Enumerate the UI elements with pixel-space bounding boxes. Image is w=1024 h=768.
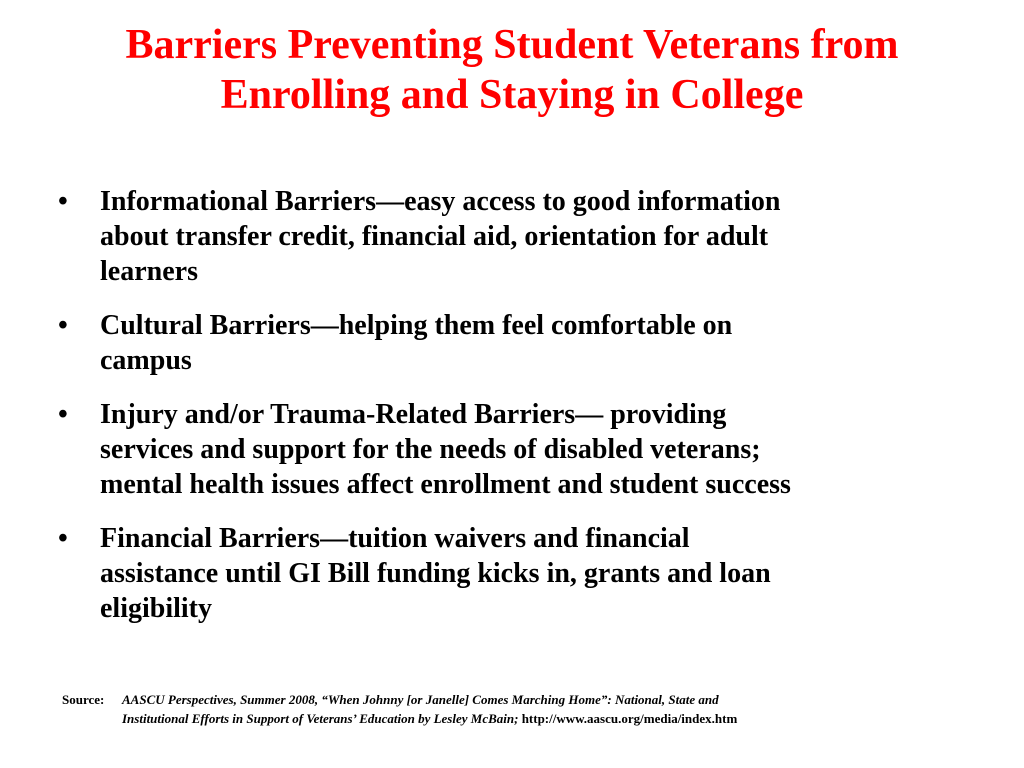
bullet-item-cultural (58, 308, 958, 378)
source-citation-line-1: AASCU Perspectives, Summer 2008, “When Johnny [or Janelle] Comes Marching Home”: National, State and (122, 692, 719, 707)
bullet-icon: • (58, 310, 68, 341)
slide-title (20, 20, 1004, 120)
bullet-icon: • (58, 399, 68, 430)
bullet-item-injury-trauma (58, 397, 958, 502)
bullet-line: learners (100, 256, 198, 287)
bullet-line: about transfer credit, financial aid, orientation for adult (100, 221, 769, 252)
bullet-line: Injury and/or Trauma-Related Barriers— providing (100, 399, 727, 430)
bullet-icon: • (58, 523, 68, 554)
bullet-line: Financial Barriers—tuition waivers and financial (100, 523, 690, 554)
bullet-item-informational (58, 184, 958, 289)
slide-title-line-2: Enrolling and Staying in College (220, 72, 804, 118)
source-citation-line-2: Institutional Efforts in Support of Veterans’ Education by Lesley McBain; (122, 711, 519, 726)
bullet-line: services and support for the needs of disabled veterans; (100, 434, 761, 465)
bullet-line: eligibility (100, 593, 212, 624)
bullet-line: mental health issues affect enrollment and student success (100, 469, 791, 500)
bullet-line: Cultural Barriers—helping them feel comfortable on (100, 310, 733, 341)
source-label: Source: (62, 692, 105, 707)
source-url-link[interactable]: http://www.aascu.org/media/index.htm (521, 711, 738, 726)
slide-title-line-1: Barriers Preventing Student Veterans from (125, 22, 899, 68)
bullet-icon: • (58, 186, 68, 217)
bullet-line: Informational Barriers—easy access to good information (100, 186, 781, 217)
bullet-line: campus (100, 345, 192, 376)
bullet-item-financial (58, 521, 958, 626)
source-citation (62, 690, 982, 728)
source-citation-line-2-wrap (62, 709, 982, 728)
bullet-line: assistance until GI Bill funding kicks in, grants and loan (100, 558, 771, 589)
bullet-list (58, 184, 958, 645)
